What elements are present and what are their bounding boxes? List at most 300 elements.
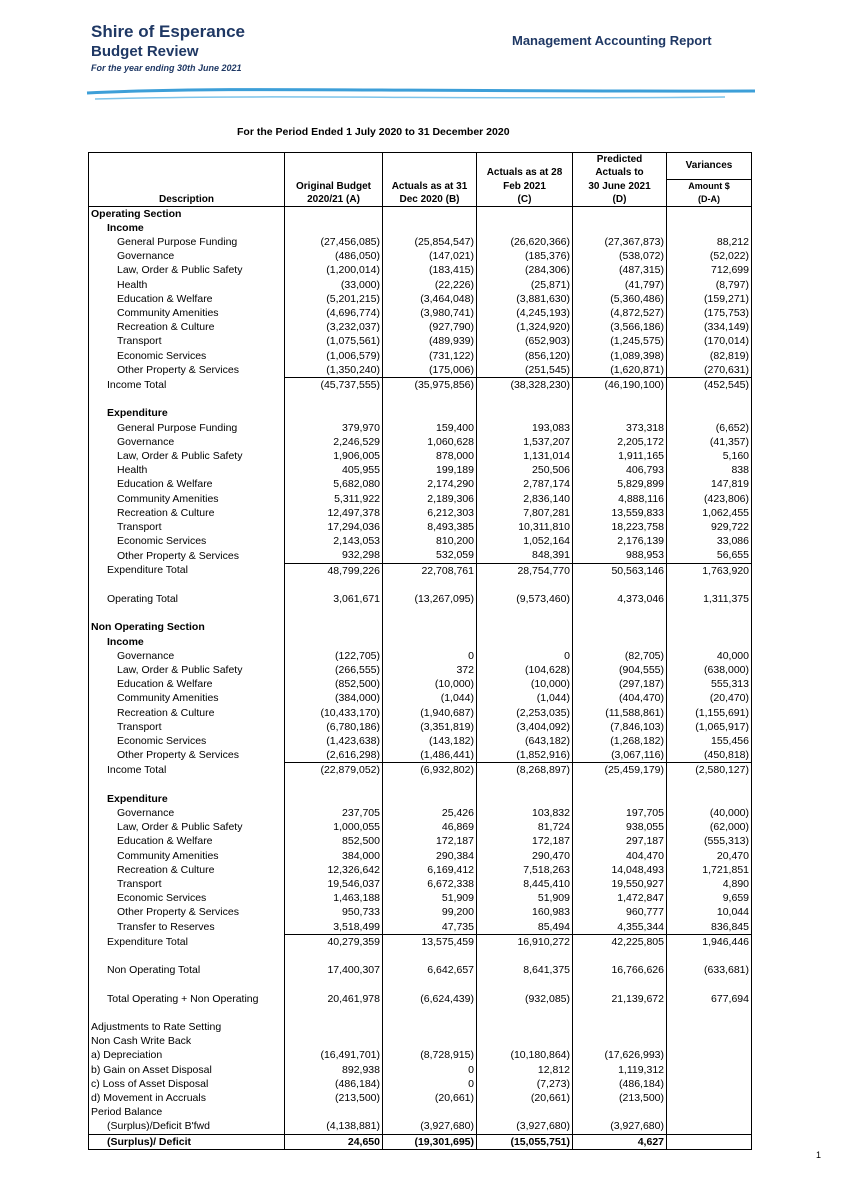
cell-d: 2,205,172 bbox=[573, 435, 667, 449]
expenditure-group-title bbox=[89, 406, 752, 420]
cell-a: (33,000) bbox=[285, 278, 383, 292]
table-row bbox=[89, 463, 752, 477]
row-label: Recreation & Culture bbox=[89, 706, 285, 720]
cell-d: 373,318 bbox=[573, 421, 667, 435]
cell-c: 250,506 bbox=[477, 463, 573, 477]
cell-v: 1,062,455 bbox=[667, 506, 752, 520]
cell-a: (1,006,579) bbox=[285, 349, 383, 363]
adjustment-row bbox=[89, 1077, 752, 1091]
cell-b: 290,384 bbox=[383, 849, 477, 863]
final-deficit-row bbox=[89, 1134, 752, 1149]
row-label: Expenditure Total bbox=[89, 934, 285, 949]
cell-v: 677,694 bbox=[667, 992, 752, 1006]
cell-b: (1,044) bbox=[383, 691, 477, 705]
cell-c: (4,245,193) bbox=[477, 306, 573, 320]
cell-c: (15,055,751) bbox=[477, 1134, 573, 1149]
cell-c: 193,083 bbox=[477, 421, 573, 435]
org-name: Shire of Esperance bbox=[91, 22, 246, 41]
row-label: Other Property & Services bbox=[89, 363, 285, 378]
table-row bbox=[89, 748, 752, 763]
report-title: Budget Review bbox=[91, 43, 199, 60]
cell-a: (4,138,881) bbox=[285, 1119, 383, 1134]
cell-c: 12,812 bbox=[477, 1063, 573, 1077]
row-label: Transport bbox=[89, 720, 285, 734]
cell-d: (538,072) bbox=[573, 249, 667, 263]
cell-a: (2,616,298) bbox=[285, 748, 383, 763]
cell-b: 372 bbox=[383, 663, 477, 677]
cell-c: (10,000) bbox=[477, 677, 573, 691]
col-var-line2: (D-A) bbox=[667, 193, 752, 207]
col-d-line4: (D) bbox=[573, 193, 667, 207]
cell-c: (7,273) bbox=[477, 1077, 573, 1091]
non-operating-total-row bbox=[89, 963, 752, 977]
adjustments-subtitle-label: Non Cash Write Back bbox=[89, 1034, 285, 1048]
cell-a: (10,433,170) bbox=[285, 706, 383, 720]
cell-v: (41,357) bbox=[667, 435, 752, 449]
cell-b: (927,790) bbox=[383, 320, 477, 334]
cell-c: 16,910,272 bbox=[477, 934, 573, 949]
row-label: Governance bbox=[89, 435, 285, 449]
cell-a: 5,682,080 bbox=[285, 477, 383, 491]
cell-b: (1,940,687) bbox=[383, 706, 477, 720]
cell-v: (8,797) bbox=[667, 278, 752, 292]
cell-c: (26,620,366) bbox=[477, 235, 573, 249]
cell-d: 21,139,672 bbox=[573, 992, 667, 1006]
cell-b: 2,174,290 bbox=[383, 477, 477, 491]
grand-total-row bbox=[89, 992, 752, 1006]
cell-b: 25,426 bbox=[383, 806, 477, 820]
cell-b: 532,059 bbox=[383, 548, 477, 563]
cell-a: 950,733 bbox=[285, 905, 383, 919]
management-report-title: Management Accounting Report bbox=[512, 33, 712, 48]
table-row bbox=[89, 691, 752, 705]
cell-c: (20,661) bbox=[477, 1091, 573, 1105]
cell-b: 6,672,338 bbox=[383, 877, 477, 891]
cell-b: (147,021) bbox=[383, 249, 477, 263]
cell-d: (17,626,993) bbox=[573, 1048, 667, 1062]
cell-a: (1,200,014) bbox=[285, 263, 383, 277]
cell-c: 290,470 bbox=[477, 849, 573, 863]
cell-d: (1,089,398) bbox=[573, 349, 667, 363]
cell-c: 7,807,281 bbox=[477, 506, 573, 520]
cell-d: 18,223,758 bbox=[573, 520, 667, 534]
cell-b: (3,351,819) bbox=[383, 720, 477, 734]
cell-c: 85,494 bbox=[477, 920, 573, 935]
row-label: Community Amenities bbox=[89, 691, 285, 705]
cell-v: 33,086 bbox=[667, 534, 752, 548]
cell-d: 1,911,165 bbox=[573, 449, 667, 463]
row-label: Transport bbox=[89, 520, 285, 534]
cell-d: 13,559,833 bbox=[573, 506, 667, 520]
cell-b: 6,169,412 bbox=[383, 863, 477, 877]
cell-c: 1,131,014 bbox=[477, 449, 573, 463]
cell-b: 159,400 bbox=[383, 421, 477, 435]
spacer-row-label bbox=[89, 392, 285, 406]
cell-v bbox=[667, 1119, 752, 1134]
cell-d: 1,472,847 bbox=[573, 891, 667, 905]
cell-c: 848,391 bbox=[477, 548, 573, 563]
cell-d: (404,470) bbox=[573, 691, 667, 705]
row-label: d) Movement in Accruals bbox=[89, 1091, 285, 1105]
cell-d: (25,459,179) bbox=[573, 763, 667, 778]
cell-a: 19,546,037 bbox=[285, 877, 383, 891]
table-row bbox=[89, 663, 752, 677]
cell-a: (266,555) bbox=[285, 663, 383, 677]
cell-c: 51,909 bbox=[477, 891, 573, 905]
table-row bbox=[89, 834, 752, 848]
cell-v: 1,311,375 bbox=[667, 592, 752, 606]
table-row bbox=[89, 292, 752, 306]
page-number: 1 bbox=[816, 1150, 822, 1160]
cell-b: 47,735 bbox=[383, 920, 477, 935]
cell-v: 1,946,446 bbox=[667, 934, 752, 949]
cell-v: (555,313) bbox=[667, 834, 752, 848]
cell-d: 404,470 bbox=[573, 849, 667, 863]
cell-b: (20,661) bbox=[383, 1091, 477, 1105]
cell-d: (1,620,871) bbox=[573, 363, 667, 378]
cell-c: 28,754,770 bbox=[477, 563, 573, 578]
cell-a: (4,696,774) bbox=[285, 306, 383, 320]
row-label: Economic Services bbox=[89, 349, 285, 363]
cell-c: 10,311,810 bbox=[477, 520, 573, 534]
cell-v: 4,890 bbox=[667, 877, 752, 891]
table-row bbox=[89, 349, 752, 363]
non-operating-section-title bbox=[89, 620, 752, 634]
table-body bbox=[89, 206, 752, 1149]
row-label: Non Operating Total bbox=[89, 963, 285, 977]
cell-c: 8,445,410 bbox=[477, 877, 573, 891]
row-label: Economic Services bbox=[89, 891, 285, 905]
cell-d: 406,793 bbox=[573, 463, 667, 477]
table-header bbox=[89, 153, 752, 207]
cell-v: 836,845 bbox=[667, 920, 752, 935]
cell-d: (41,797) bbox=[573, 278, 667, 292]
cell-v: 40,000 bbox=[667, 649, 752, 663]
cell-a: 40,279,359 bbox=[285, 934, 383, 949]
cell-b: (35,975,856) bbox=[383, 377, 477, 392]
cell-a: 3,518,499 bbox=[285, 920, 383, 935]
cell-d: (27,367,873) bbox=[573, 235, 667, 249]
cell-c: (856,120) bbox=[477, 349, 573, 363]
cell-c: (1,852,916) bbox=[477, 748, 573, 763]
row-label: General Purpose Funding bbox=[89, 235, 285, 249]
cell-a: 3,061,671 bbox=[285, 592, 383, 606]
income-group-title-label: Income bbox=[89, 221, 285, 235]
cell-c: 2,787,174 bbox=[477, 477, 573, 491]
income-group-title bbox=[89, 221, 752, 235]
cell-d: (4,872,527) bbox=[573, 306, 667, 320]
table-row bbox=[89, 734, 752, 748]
cell-b: 199,189 bbox=[383, 463, 477, 477]
col-variances: Variances bbox=[667, 153, 752, 180]
cell-v: (1,155,691) bbox=[667, 706, 752, 720]
table-row bbox=[89, 720, 752, 734]
cell-d: (486,184) bbox=[573, 1077, 667, 1091]
cell-b: 99,200 bbox=[383, 905, 477, 919]
bfwd-row bbox=[89, 1119, 752, 1134]
cell-v: 9,659 bbox=[667, 891, 752, 905]
cell-c: (104,628) bbox=[477, 663, 573, 677]
cell-v: 56,655 bbox=[667, 548, 752, 563]
table-row bbox=[89, 905, 752, 919]
cell-v: (450,818) bbox=[667, 748, 752, 763]
cell-c: (38,328,230) bbox=[477, 377, 573, 392]
col-a-line1: Original Budget bbox=[285, 179, 383, 193]
table-row bbox=[89, 534, 752, 548]
cell-v: (170,014) bbox=[667, 334, 752, 348]
adjustment-row bbox=[89, 1063, 752, 1077]
cell-v: (423,806) bbox=[667, 492, 752, 506]
operating-total-row bbox=[89, 592, 752, 606]
cell-d: 960,777 bbox=[573, 905, 667, 919]
cell-a: (22,879,052) bbox=[285, 763, 383, 778]
cell-d: (1,268,182) bbox=[573, 734, 667, 748]
cell-v: (62,000) bbox=[667, 820, 752, 834]
table-row bbox=[89, 520, 752, 534]
cell-b: 2,189,306 bbox=[383, 492, 477, 506]
cell-c: 0 bbox=[477, 649, 573, 663]
row-label: Law, Order & Public Safety bbox=[89, 820, 285, 834]
cell-d: (3,566,186) bbox=[573, 320, 667, 334]
cell-v bbox=[667, 1091, 752, 1105]
row-label: General Purpose Funding bbox=[89, 421, 285, 435]
col-c-line2: Feb 2021 bbox=[477, 179, 573, 193]
table-row bbox=[89, 449, 752, 463]
cell-a: (1,350,240) bbox=[285, 363, 383, 378]
operating-section-title bbox=[89, 206, 752, 221]
cell-v: (20,470) bbox=[667, 691, 752, 705]
cell-d: 4,627 bbox=[573, 1134, 667, 1149]
cell-c: (2,253,035) bbox=[477, 706, 573, 720]
cell-b: (25,854,547) bbox=[383, 235, 477, 249]
row-label: Health bbox=[89, 278, 285, 292]
cell-v: 20,470 bbox=[667, 849, 752, 863]
cell-a: 405,955 bbox=[285, 463, 383, 477]
spacer-row bbox=[89, 392, 752, 406]
cell-a: 2,246,529 bbox=[285, 435, 383, 449]
row-label: Other Property & Services bbox=[89, 905, 285, 919]
cell-d: (1,245,575) bbox=[573, 334, 667, 348]
cell-b: 0 bbox=[383, 1077, 477, 1091]
period-title: For the Period Ended 1 July 2020 to 31 December 2020 bbox=[237, 126, 510, 138]
table-row bbox=[89, 421, 752, 435]
cell-c: 81,724 bbox=[477, 820, 573, 834]
row-label: Other Property & Services bbox=[89, 748, 285, 763]
cell-a: 17,294,036 bbox=[285, 520, 383, 534]
cell-b: (10,000) bbox=[383, 677, 477, 691]
cell-d: (82,705) bbox=[573, 649, 667, 663]
non-operating-section-title-label: Non Operating Section bbox=[89, 620, 285, 634]
col-c-line3: (C) bbox=[477, 193, 573, 207]
cell-d: (5,360,486) bbox=[573, 292, 667, 306]
cell-v: (6,652) bbox=[667, 421, 752, 435]
col-a-line2: 2020/21 (A) bbox=[285, 193, 383, 207]
cell-d: 16,766,626 bbox=[573, 963, 667, 977]
row-label: Education & Welfare bbox=[89, 477, 285, 491]
cell-d: 938,055 bbox=[573, 820, 667, 834]
row-label: Total Operating + Non Operating bbox=[89, 992, 285, 1006]
cell-v: (452,545) bbox=[667, 377, 752, 392]
operating-section-title-label: Operating Section bbox=[89, 206, 285, 221]
cell-v: (40,000) bbox=[667, 806, 752, 820]
cell-d: (297,187) bbox=[573, 677, 667, 691]
col-var-line1: Amount $ bbox=[667, 179, 752, 193]
spacer-row bbox=[89, 949, 752, 963]
cell-a: 1,000,055 bbox=[285, 820, 383, 834]
spacer-row bbox=[89, 977, 752, 991]
header-swoosh bbox=[85, 84, 757, 106]
spacer-row bbox=[89, 606, 752, 620]
cell-a: 12,326,642 bbox=[285, 863, 383, 877]
cell-c: 7,518,263 bbox=[477, 863, 573, 877]
cell-c: 1,052,164 bbox=[477, 534, 573, 548]
row-label: Community Amenities bbox=[89, 849, 285, 863]
cell-d: (904,555) bbox=[573, 663, 667, 677]
table-row bbox=[89, 677, 752, 691]
row-label: Economic Services bbox=[89, 534, 285, 548]
cell-a: 892,938 bbox=[285, 1063, 383, 1077]
cell-c: (10,180,864) bbox=[477, 1048, 573, 1062]
cell-a: (852,500) bbox=[285, 677, 383, 691]
cell-b: 878,000 bbox=[383, 449, 477, 463]
adjustments-title-label: Adjustments to Rate Setting bbox=[89, 1020, 285, 1034]
row-label: Recreation & Culture bbox=[89, 863, 285, 877]
adjustment-row bbox=[89, 1048, 752, 1062]
cell-b: (8,728,915) bbox=[383, 1048, 477, 1062]
cell-a: 1,463,188 bbox=[285, 891, 383, 905]
cell-b: (489,939) bbox=[383, 334, 477, 348]
cell-b: 6,212,303 bbox=[383, 506, 477, 520]
spacer-row-label bbox=[89, 1006, 285, 1020]
cell-a: (1,075,561) bbox=[285, 334, 383, 348]
cell-a: 379,970 bbox=[285, 421, 383, 435]
cell-b: 810,200 bbox=[383, 534, 477, 548]
cell-v bbox=[667, 1077, 752, 1091]
cell-d: (487,315) bbox=[573, 263, 667, 277]
cell-a: (384,000) bbox=[285, 691, 383, 705]
cell-v: (334,149) bbox=[667, 320, 752, 334]
row-label: Law, Order & Public Safety bbox=[89, 449, 285, 463]
table-row bbox=[89, 492, 752, 506]
expenditure-group-title-label: Expenditure bbox=[89, 406, 285, 420]
cell-b: (731,122) bbox=[383, 349, 477, 363]
cell-a: (16,491,701) bbox=[285, 1048, 383, 1062]
cell-c: (8,268,897) bbox=[477, 763, 573, 778]
col-d-line1: Predicted bbox=[573, 153, 667, 167]
cell-b: 8,493,385 bbox=[383, 520, 477, 534]
table-row bbox=[89, 820, 752, 834]
cell-b: (19,301,695) bbox=[383, 1134, 477, 1149]
table-row bbox=[89, 249, 752, 263]
cell-c: 103,832 bbox=[477, 806, 573, 820]
cell-c: (1,324,920) bbox=[477, 320, 573, 334]
spacer-row bbox=[89, 578, 752, 592]
cell-a: (213,500) bbox=[285, 1091, 383, 1105]
cell-d: 4,373,046 bbox=[573, 592, 667, 606]
expenditure-group-title bbox=[89, 792, 752, 806]
cell-d: 2,176,139 bbox=[573, 534, 667, 548]
table-row bbox=[89, 706, 752, 720]
cell-v: 712,699 bbox=[667, 263, 752, 277]
table-row bbox=[89, 334, 752, 348]
table-row bbox=[89, 278, 752, 292]
cell-v: (175,753) bbox=[667, 306, 752, 320]
row-label: Recreation & Culture bbox=[89, 320, 285, 334]
cell-c: (9,573,460) bbox=[477, 592, 573, 606]
row-label: Education & Welfare bbox=[89, 834, 285, 848]
adjustments-title bbox=[89, 1020, 752, 1034]
row-label: Transport bbox=[89, 334, 285, 348]
spacer-row-label bbox=[89, 949, 285, 963]
cell-c: 8,641,375 bbox=[477, 963, 573, 977]
cell-d: 50,563,146 bbox=[573, 563, 667, 578]
cell-a: 12,497,378 bbox=[285, 506, 383, 520]
spacer-row-label bbox=[89, 606, 285, 620]
cell-c: 172,187 bbox=[477, 834, 573, 848]
table-row bbox=[89, 506, 752, 520]
cell-a: 48,799,226 bbox=[285, 563, 383, 578]
income-total-row bbox=[89, 763, 752, 778]
row-label: Income Total bbox=[89, 763, 285, 778]
cell-v: (159,271) bbox=[667, 292, 752, 306]
cell-a: 2,143,053 bbox=[285, 534, 383, 548]
cell-v: (1,065,917) bbox=[667, 720, 752, 734]
col-b-line1: Actuals as at 31 bbox=[383, 179, 477, 193]
cell-c: (3,881,630) bbox=[477, 292, 573, 306]
cell-b: (3,980,741) bbox=[383, 306, 477, 320]
cell-v: (633,681) bbox=[667, 963, 752, 977]
expenditure-group-title-label: Expenditure bbox=[89, 792, 285, 806]
cell-b: (22,226) bbox=[383, 278, 477, 292]
cell-d: (3,067,116) bbox=[573, 748, 667, 763]
col-c-line1: Actuals as at 28 bbox=[477, 166, 573, 179]
cell-a: (27,456,085) bbox=[285, 235, 383, 249]
cell-a: 24,650 bbox=[285, 1134, 383, 1149]
row-label: Education & Welfare bbox=[89, 292, 285, 306]
row-label: Transport bbox=[89, 877, 285, 891]
table-row bbox=[89, 263, 752, 277]
cell-v bbox=[667, 1048, 752, 1062]
col-description: Description bbox=[89, 193, 285, 207]
cell-c: (643,182) bbox=[477, 734, 573, 748]
cell-b: (175,006) bbox=[383, 363, 477, 378]
spacer-row-label bbox=[89, 578, 285, 592]
cell-a: 237,705 bbox=[285, 806, 383, 820]
cell-d: (46,190,100) bbox=[573, 377, 667, 392]
cell-a: (486,050) bbox=[285, 249, 383, 263]
income-group-title bbox=[89, 635, 752, 649]
row-label: Income Total bbox=[89, 377, 285, 392]
cell-v bbox=[667, 1134, 752, 1149]
row-label: (Surplus)/ Deficit bbox=[89, 1134, 285, 1149]
table-row bbox=[89, 863, 752, 877]
cell-b: (3,927,680) bbox=[383, 1119, 477, 1134]
table-row bbox=[89, 320, 752, 334]
expenditure-total-row bbox=[89, 563, 752, 578]
col-d-line2: Actuals to bbox=[573, 166, 667, 179]
income-total-row bbox=[89, 377, 752, 392]
cell-a: 1,906,005 bbox=[285, 449, 383, 463]
row-label: (Surplus)/Deficit B'fwd bbox=[89, 1119, 285, 1134]
row-label: b) Gain on Asset Disposal bbox=[89, 1063, 285, 1077]
cell-b: (143,182) bbox=[383, 734, 477, 748]
row-label: Law, Order & Public Safety bbox=[89, 263, 285, 277]
cell-v: 147,819 bbox=[667, 477, 752, 491]
cell-v: 1,721,851 bbox=[667, 863, 752, 877]
period-balance-title bbox=[89, 1105, 752, 1119]
cell-b: (183,415) bbox=[383, 263, 477, 277]
table-row bbox=[89, 877, 752, 891]
